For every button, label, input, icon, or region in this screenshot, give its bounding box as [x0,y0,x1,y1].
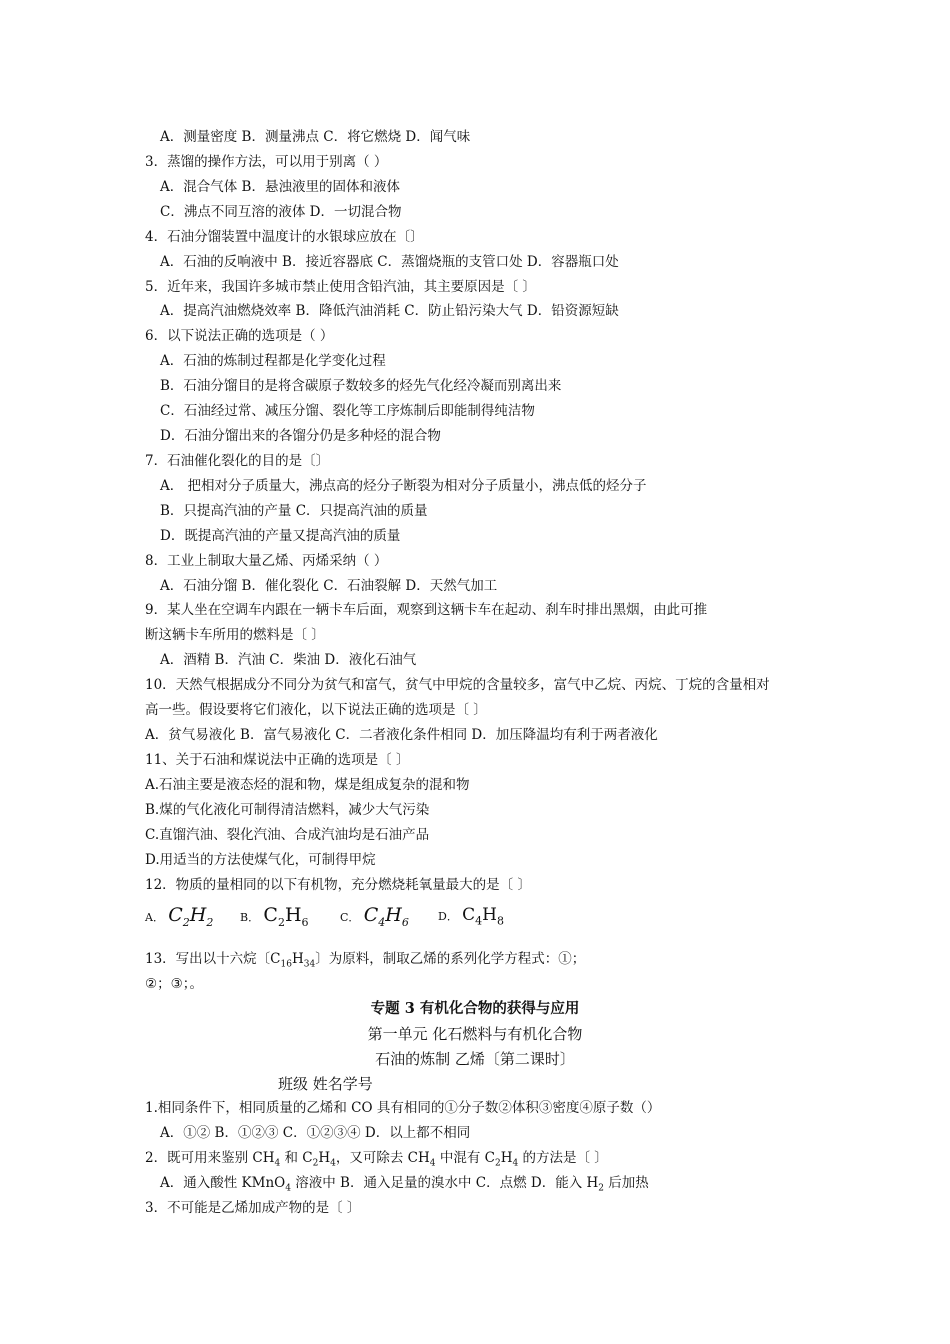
q3-stem: 3．蒸馏的操作方法，可以用于别离（ ） [145,154,388,170]
p2-q2-options: A．通入酸性 KMnO$_4$ 溶液中 B．通入足量的溴水中 C．点燃 D．能入 $H_2$ 后加热 [160,1175,649,1194]
q9-stem-1: 9．某人坐在空调车内跟在一辆卡车后面，观察到这辆卡车在起动、刹车时排出黑烟，由此可推 [145,602,708,618]
q9-options: A．酒精 B．汽油 C．柴油 D．液化石油气 [160,652,417,668]
q10-options: A．贫气易液化 B．富气易液化 C．二者液化条件相同 D．加压降温均有利于两者液化 [145,727,658,743]
q7-option-a: A． 把相对分子质量大，沸点高的烃分子断裂为相对分子质量小，沸点低的烃分子 [160,478,647,494]
q11-option-c: C.直馏汽油、裂化汽油、合成汽油均是石油产品 [145,827,430,843]
class-name-line: 班级 姓名学号 [278,1075,373,1093]
q5-stem: 5．近年来，我国许多城市禁止使用含铅汽油，其主要原因是〔 〕 [145,279,536,295]
unit-title: 第一单元 化石燃料与有机化合物 [367,1025,583,1043]
q8-options: A．石油分馏 B．催化裂化 C．石油裂解 D．天然气加工 [160,578,498,594]
q3-options-cd: C．沸点不同互溶的液体 D．一切混合物 [160,204,402,220]
q4-options: A．石油的反响液中 B．接近容器底 C．蒸馏烧瓶的支管口处 D．容器瓶口处 [160,254,619,270]
q7-option-d: D．既提高汽油的产量又提高汽油的质量 [160,528,401,544]
p2-q1-options: A．①② B．①②③ C．①②③④ D．以上都不相同 [160,1125,471,1141]
q9-stem-2: 断这辆卡车所用的燃料是〔 〕 [145,627,325,643]
q12-option-a: A． $C_2H_2$ [145,904,214,929]
q11-option-a: A.石油主要是液态烃的混和物，煤是组成复杂的混和物 [145,777,470,793]
q6-option-b: B．石油分馏目的是将含碳原子数较多的烃先气化经冷凝而别离出来 [160,378,562,394]
q11-stem: 11、关于石油和煤说法中正确的选项是〔 〕 [145,752,410,768]
p2-q3-stem: 3．不可能是乙烯加成产物的是〔 〕 [145,1200,361,1216]
q10-stem-1: 10．天然气根据成分不同分为贫气和富气，贫气中甲烷的含量较多，富气中乙烷、丙烷、丁烷的含量相对 [145,677,770,693]
q11-option-d: D.用适当的方法使煤气化，可制得甲烷 [145,852,376,868]
p2-q1-stem: 1.相同条件下，相同质量的乙烯和 CO 具有相同的①分子数②体积③密度④原子数（） [145,1100,661,1116]
q4-stem: 4．石油分馏装置中温度计的水银球应放在〔〕 [145,229,424,245]
q12-option-d: D． $C_4H_8$ [438,905,504,928]
q7-options-bc: B．只提高汽油的产量 C．只提高汽油的质量 [160,503,428,519]
q11-option-b: B.煤的气化液化可制得清洁燃料，减少大气污染 [145,802,430,818]
q7-stem: 7．石油催化裂化的目的是〔〕 [145,453,330,469]
q6-option-c: C．石油经过常、减压分馏、裂化等工序炼制后即能制得纯洁物 [160,403,535,419]
q13-line-1: 13．写出以十六烷〔$C_{16}H_{34}$〕为原料，制取乙烯的系列化学方程式：①； [145,951,586,970]
p2-q2-stem: 2．既可用来鉴别 $CH_4$ 和 $C_2H_4$，又可除去 $CH_4$ 中混有 $C_2H_4$ 的方法是〔 〕 [145,1150,608,1169]
section-title: 专题 3 有机化合物的获得与应用 [370,1000,580,1017]
q12-stem: 12．物质的量相同的以下有机物，充分燃烧耗氧量最大的是〔 〕 [145,877,531,893]
q12-option-b: B． $C_2H_6$ [240,904,309,929]
lesson-title: 石油的炼制 乙烯〔第二课时〕 [375,1050,575,1068]
q2-options: A．测量密度 B．测量沸点 C．将它燃烧 D．闻气味 [160,129,471,145]
q10-stem-2: 高一些。假设要将它们液化，以下说法正确的选项是〔 〕 [145,702,487,718]
q6-option-d: D．石油分馏出来的各馏分仍是多种烃的混合物 [160,428,441,444]
q6-stem: 6．以下说法正确的选项是（ ） [145,328,334,344]
q5-options: A．提高汽油燃烧效率 B．降低汽油消耗 C．防止铅污染大气 D．铅资源短缺 [160,303,619,319]
q13-line-2: ②；③；。 [145,976,203,992]
q8-stem: 8．工业上制取大量乙烯、丙烯采纳（ ） [145,553,388,569]
q12-option-c: C． $C_4H_6$ [340,904,409,929]
q6-option-a: A．石油的炼制过程都是化学变化过程 [160,353,386,369]
q3-options-ab: A．混合气体 B．悬浊液里的固体和液体 [160,179,400,195]
